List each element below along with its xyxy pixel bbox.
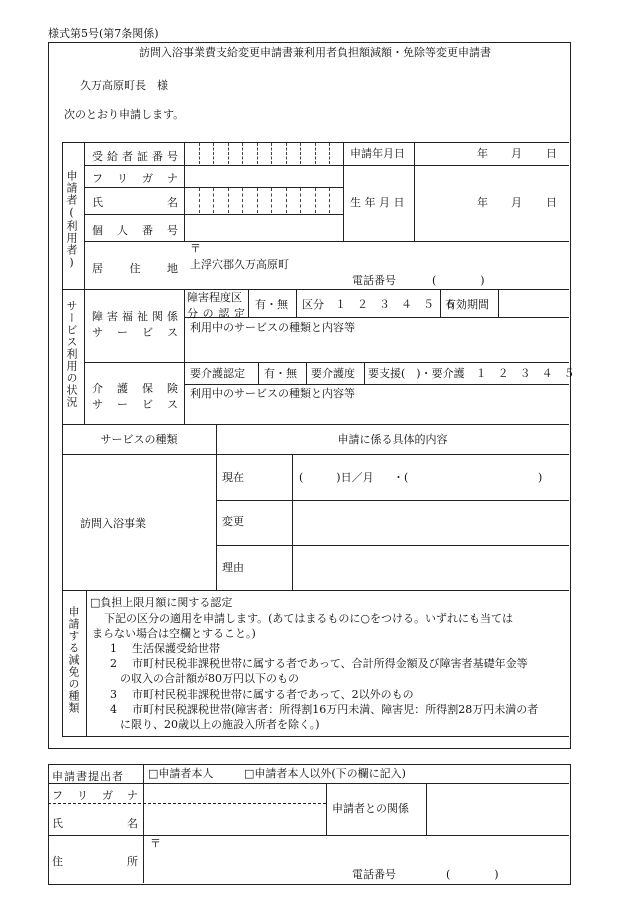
reason-input[interactable] xyxy=(293,546,568,589)
submitter-label: 申請書提出者 xyxy=(52,770,124,783)
reduction-item-2-num[interactable]: 2 xyxy=(110,657,117,670)
valid-period-input[interactable] xyxy=(499,290,568,316)
change-content-input[interactable] xyxy=(293,501,568,544)
welfare-services-in-use-label: 利用中のサービスの種類と内容等 xyxy=(190,321,355,334)
reduction-instruction-2: まらない場合は空欄とすること。) xyxy=(92,627,256,640)
furigana-input[interactable] xyxy=(186,166,342,186)
reduction-item-1-num[interactable]: 1 xyxy=(110,642,117,655)
submitter-postal-mark: 〒 xyxy=(150,837,161,850)
addressee: 久万高原町長 様 xyxy=(80,79,168,92)
disability-yes-no[interactable]: 有・無 xyxy=(255,298,288,311)
welfare-services-in-use-input[interactable] xyxy=(186,318,568,361)
care-yes-no[interactable]: 有・無 xyxy=(264,367,297,380)
row-change-label: 変更 xyxy=(222,515,244,528)
care-services-in-use-input[interactable] xyxy=(186,385,568,423)
address-value: 上浮穴郡久万高原町 xyxy=(190,258,289,271)
reduction-item-4: 市町村民税課税世帯(障害者：所得割16万円未満、障害児：所得割28万円未満の者 xyxy=(132,703,539,716)
welfare-service-label: サ ー ビ ス xyxy=(92,326,178,339)
submitter-relation-input[interactable] xyxy=(428,785,568,834)
care-recognition-label: 要介護認定 xyxy=(190,367,245,380)
service-name: 訪問入浴事業 xyxy=(80,517,146,530)
row-current-label: 現在 xyxy=(222,471,244,484)
phone-paren: ( ) xyxy=(432,274,485,287)
submitter-relation-label: 申請者との関係 xyxy=(332,802,409,815)
phone-label: 電話番号 xyxy=(352,274,396,287)
submitter-furigana-input[interactable] xyxy=(145,785,325,802)
care-level-options[interactable]: 要支援( )・要介護 １ ２ ３ ４ ５ xyxy=(368,367,575,380)
form-title: 訪問入浴事業費支給変更申請書兼利用者負担額減額・免除等変更申請書 xyxy=(139,46,491,59)
submitter-address-input[interactable] xyxy=(145,837,568,882)
furigana-label: フ リ ガ ナ xyxy=(92,172,178,185)
submitter-phone-paren: ( ) xyxy=(446,868,499,881)
applicant-section-label: 申請者(利用者) xyxy=(65,170,78,270)
reduction-item-1: 生活保護受給世帯 xyxy=(132,642,220,655)
submitter-name-label: 氏 名 xyxy=(52,817,138,830)
reduction-item-3: 市町村民税非課税世帯に属する者であって、2以外のもの xyxy=(132,688,414,701)
reduction-item-2-cont: の収入の合計額が80万円以下のもの xyxy=(120,672,299,685)
disability-recognition-label: 障害程度区 xyxy=(187,291,242,304)
personal-number-input[interactable] xyxy=(186,215,342,240)
cert-number-label: 受 給 者 証 番 号 xyxy=(92,150,178,163)
submitter-address-label: 住 所 xyxy=(52,855,138,868)
address-label: 居 住 地 xyxy=(92,262,178,275)
application-date-input[interactable]: 年 月 日 xyxy=(477,147,557,160)
birthdate-label: 生 年 月 日 xyxy=(350,196,405,209)
submitter-self-checkbox[interactable]: □申請者本人 xyxy=(148,767,214,780)
postal-mark: 〒 xyxy=(190,242,201,255)
address-input[interactable] xyxy=(186,242,568,288)
service-type-header: サービスの種類 xyxy=(100,433,178,446)
disability-category-options[interactable]: 区分 １ ２ ３ ４ ５ ６ xyxy=(302,298,456,311)
reduction-item-2: 市町村民税非課税世帯に属する者であって、合計所得金額及び障害者基礎年金等 xyxy=(132,657,528,670)
reduction-item-4-num[interactable]: 4 xyxy=(110,703,117,716)
birthdate-input[interactable]: 年 月 日 xyxy=(477,196,557,209)
intro-text: 次のとおり申請します。 xyxy=(64,108,185,121)
submitter-phone-label: 電話番号 xyxy=(352,868,396,881)
name-input[interactable] xyxy=(186,188,342,213)
service-status-section-label: サービス利用の状況 xyxy=(65,300,78,408)
application-date-label: 申請年月日 xyxy=(350,147,405,160)
reduction-item-4-cont: に限り、20歳以上の施設入所者を除く。) xyxy=(120,718,320,731)
welfare-label: 障 害 福 祉 関 係 xyxy=(92,310,178,323)
submitter-other-checkbox[interactable]: □申請者本人以外(下の欄に記入) xyxy=(244,767,406,780)
submitter-name-input[interactable] xyxy=(145,805,325,834)
care-level-label: 要介護度 xyxy=(311,367,355,380)
reduction-section-label: 申請する減免の種類 xyxy=(67,606,80,714)
reduction-instruction-1: 下記の区分の適用を申請します。(あてはまるものに○をつける。いずれにも当ては xyxy=(104,612,514,625)
current-content-input[interactable]: ( )日／月 ・( ) xyxy=(299,471,543,484)
cert-number-input[interactable] xyxy=(186,143,342,164)
valid-period-label: 有効期間 xyxy=(445,298,489,311)
name-label: 氏 名 xyxy=(92,196,178,209)
disability-recognition-label-2: 分 の 認 定 xyxy=(187,307,245,320)
care-services-in-use-label: 利用中のサービスの種類と内容等 xyxy=(190,387,355,400)
reduction-item-3-num[interactable]: 3 xyxy=(110,688,117,701)
personal-number-label: 個 人 番 号 xyxy=(92,224,178,237)
care-insurance-label: 介 護 保 険 xyxy=(92,382,178,395)
row-reason-label: 理由 xyxy=(222,561,244,574)
reduction-checkbox[interactable]: □負担上限月額に関する認定 xyxy=(90,596,233,609)
form-number: 様式第5号(第7条関係) xyxy=(48,27,159,40)
service-content-header: 申請に係る具体的内容 xyxy=(337,433,448,446)
care-service-label: サ ー ビ ス xyxy=(92,398,178,411)
submitter-furigana-label: フ リ ガ ナ xyxy=(52,789,138,802)
